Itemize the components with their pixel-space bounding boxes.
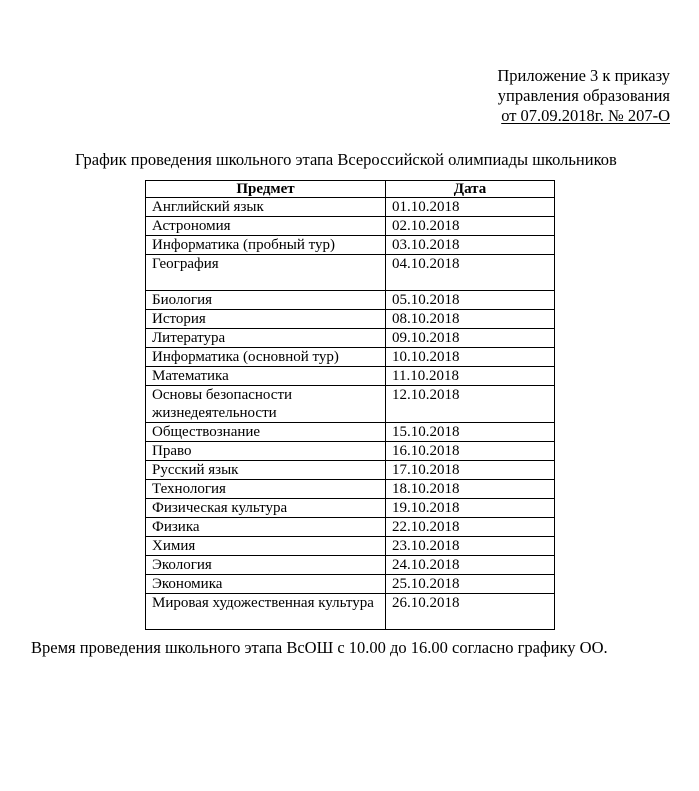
subject-cell: Информатика (пробный тур) [146, 236, 386, 255]
subject-cell: Экономика [146, 575, 386, 594]
olympiad-schedule-table [145, 180, 555, 630]
appendix-header [497, 66, 670, 126]
table-row [146, 594, 555, 630]
table-row [146, 198, 555, 217]
subject-cell: Английский язык [146, 198, 386, 217]
table-row [146, 348, 555, 367]
time-note: Время проведения школьного этапа ВсОШ с 10.00 до 16.00 согласно графику ОО. [31, 638, 608, 657]
subject-cell: География [146, 255, 386, 291]
table-row [146, 442, 555, 461]
subject-cell: Математика [146, 367, 386, 386]
date-cell: 16.10.2018 [386, 442, 555, 461]
table-row [146, 236, 555, 255]
date-cell: 15.10.2018 [386, 423, 555, 442]
date-cell: 05.10.2018 [386, 291, 555, 310]
table-row [146, 255, 555, 291]
subject-cell: Физика [146, 518, 386, 537]
subject-cell: Экология [146, 556, 386, 575]
date-cell: 18.10.2018 [386, 480, 555, 499]
table-row [146, 367, 555, 386]
date-cell: 01.10.2018 [386, 198, 555, 217]
table-header-row [146, 181, 555, 198]
subject-cell: Астрономия [146, 217, 386, 236]
subject-cell: Биология [146, 291, 386, 310]
table-row [146, 518, 555, 537]
date-cell: 12.10.2018 [386, 386, 555, 423]
date-cell: 04.10.2018 [386, 255, 555, 291]
appendix-line-1: Приложение 3 к приказу [497, 66, 670, 85]
date-cell: 08.10.2018 [386, 310, 555, 329]
subject-cell: Информатика (основной тур) [146, 348, 386, 367]
document-title: График проведения школьного этапа Всероссийской олимпиады школьников [75, 150, 617, 169]
date-cell: 09.10.2018 [386, 329, 555, 348]
date-cell: 02.10.2018 [386, 217, 555, 236]
subject-cell: Литература [146, 329, 386, 348]
date-cell: 03.10.2018 [386, 236, 555, 255]
subject-cell: Право [146, 442, 386, 461]
date-cell: 10.10.2018 [386, 348, 555, 367]
subject-cell: Физическая культура [146, 499, 386, 518]
column-header-date: Дата [386, 181, 555, 198]
table-row [146, 310, 555, 329]
date-cell: 17.10.2018 [386, 461, 555, 480]
table-row [146, 537, 555, 556]
date-cell: 24.10.2018 [386, 556, 555, 575]
appendix-line-2: управления образования [497, 86, 670, 105]
table-body [146, 198, 555, 630]
table-row [146, 461, 555, 480]
date-cell: 19.10.2018 [386, 499, 555, 518]
column-header-subject: Предмет [146, 181, 386, 198]
subject-cell: Русский язык [146, 461, 386, 480]
table-row [146, 499, 555, 518]
subject-cell: История [146, 310, 386, 329]
subject-cell: Мировая художественная культура [146, 594, 386, 630]
subject-cell: Химия [146, 537, 386, 556]
table-row [146, 217, 555, 236]
date-cell: 23.10.2018 [386, 537, 555, 556]
table-row [146, 329, 555, 348]
table-row [146, 386, 555, 423]
table-row [146, 291, 555, 310]
subject-cell: Обществознание [146, 423, 386, 442]
table-row [146, 423, 555, 442]
subject-cell: Основы безопасности жизнедеятельности [146, 386, 386, 423]
subject-cell: Технология [146, 480, 386, 499]
date-cell: 11.10.2018 [386, 367, 555, 386]
date-cell: 26.10.2018 [386, 594, 555, 630]
table-row [146, 480, 555, 499]
date-cell: 25.10.2018 [386, 575, 555, 594]
table-row [146, 556, 555, 575]
order-reference: от 07.09.2018г. № 207-О [501, 106, 670, 125]
table-row [146, 575, 555, 594]
date-cell: 22.10.2018 [386, 518, 555, 537]
